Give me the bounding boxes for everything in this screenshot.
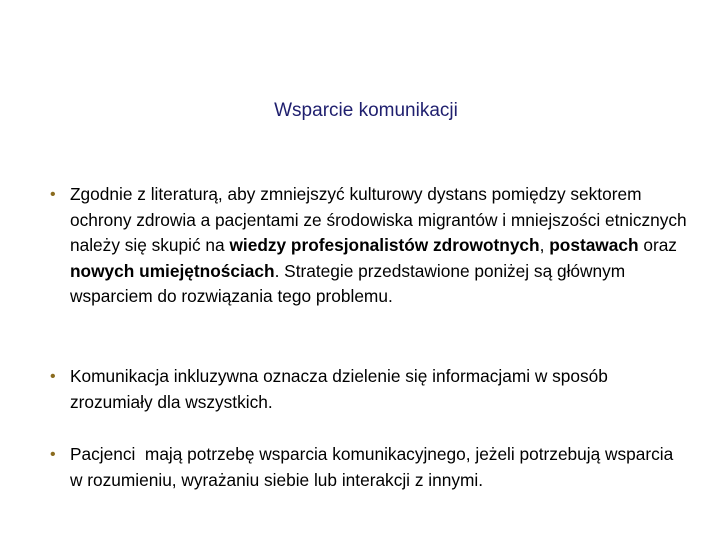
bullet-text-2: Komunikacja inkluzywna oznacza dzielenie się informacjami w sposób zrozumiały dla wszystkich. [70,366,608,412]
bullet-item-1 [50,182,690,310]
bullet-item-3 [50,442,698,493]
bullet-1-bold-attitudes: postawach [549,235,639,256]
bullet-icon: • [50,368,56,385]
bullet-1-part-4: . Strategie przedstawione poniżej są głównym wsparciem do rozwiązania tego problemu. [70,260,626,307]
bullet-1-part-2: , [539,235,550,256]
slide-title: Wsparcie komunikacji [274,100,458,121]
bullet-icon: • [50,446,56,463]
bullet-item-2 [50,364,690,415]
bullet-1-bold-skills: nowych umiejętnościach [70,260,275,281]
bullet-text-1 [70,182,690,310]
bullet-1-part-3: oraz [638,235,677,256]
bullet-1-bold-knowledge: wiedzy profesjonalistów zdrowotnych [229,235,540,256]
bullet-text-3: Pacjenci mają potrzebę wsparcia komunikacyjnego, jeżeli potrzebują wsparcia w rozumieniu, wyrażaniu siebie lub interakcji z innymi. [70,444,698,490]
bullet-1-part-1: Zgodnie z literaturą, aby zmniejszyć kulturowy dystans pomiędzy sektorem ochrony zdrowia a pacjentami ze środowiska migrantów i mniejszości etnicznych należy się skupić na [70,184,687,256]
bullet-icon: • [50,186,56,203]
